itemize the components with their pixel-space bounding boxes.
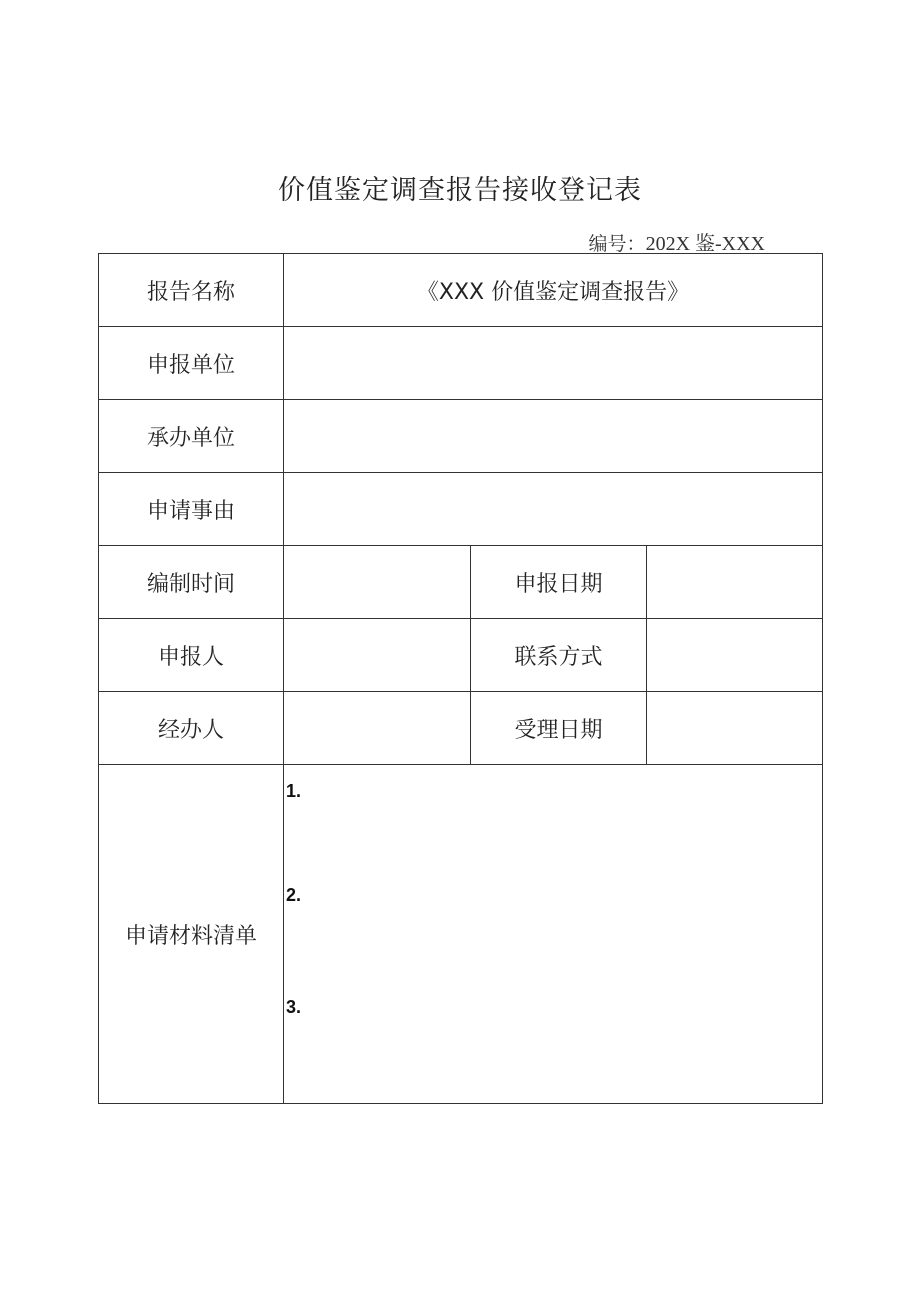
accept-date-label: 受理日期 — [471, 692, 647, 765]
application-reason-field[interactable] — [284, 473, 823, 546]
serial-value: 202X 鉴-XXX — [645, 233, 765, 255]
apply-date-label: 申报日期 — [471, 546, 647, 619]
row-report-name — [99, 254, 823, 327]
accept-date-field[interactable] — [647, 692, 823, 765]
row-undertaking-unit — [99, 400, 823, 473]
application-reason-label: 申请事由 — [99, 473, 284, 546]
row-applicant-unit — [99, 327, 823, 400]
row-handler — [99, 692, 823, 765]
undertaking-unit-label: 承办单位 — [99, 400, 284, 473]
compile-time-field[interactable] — [284, 546, 471, 619]
contact-label: 联系方式 — [471, 619, 647, 692]
row-application-reason — [99, 473, 823, 546]
report-name-value[interactable]: 《XXX 价值鉴定调查报告》 — [284, 254, 823, 327]
applicant-field[interactable] — [284, 619, 471, 692]
applicant-label: 申报人 — [99, 619, 284, 692]
contact-field[interactable] — [647, 619, 823, 692]
row-materials — [99, 765, 823, 1104]
registration-form-table — [98, 253, 823, 1104]
materials-item-3: 3. — [286, 997, 302, 1017]
materials-label: 申请材料清单 — [99, 765, 284, 1104]
report-name-label: 报告名称 — [99, 254, 284, 327]
applicant-unit-label: 申报单位 — [99, 327, 284, 400]
undertaking-unit-field[interactable] — [284, 400, 823, 473]
serial-label: 编号： — [588, 233, 646, 255]
compile-time-label: 编制时间 — [99, 546, 284, 619]
materials-item-1: 1. — [286, 781, 302, 801]
row-compile-time — [99, 546, 823, 619]
handler-field[interactable] — [284, 692, 471, 765]
page-title: 价值鉴定调查报告接收登记表 — [278, 175, 642, 206]
applicant-unit-field[interactable] — [284, 327, 823, 400]
serial-number — [560, 227, 765, 256]
materials-item-2: 2. — [286, 885, 302, 905]
row-applicant — [99, 619, 823, 692]
materials-list-field[interactable] — [284, 765, 823, 1104]
handler-label: 经办人 — [99, 692, 284, 765]
apply-date-field[interactable] — [647, 546, 823, 619]
